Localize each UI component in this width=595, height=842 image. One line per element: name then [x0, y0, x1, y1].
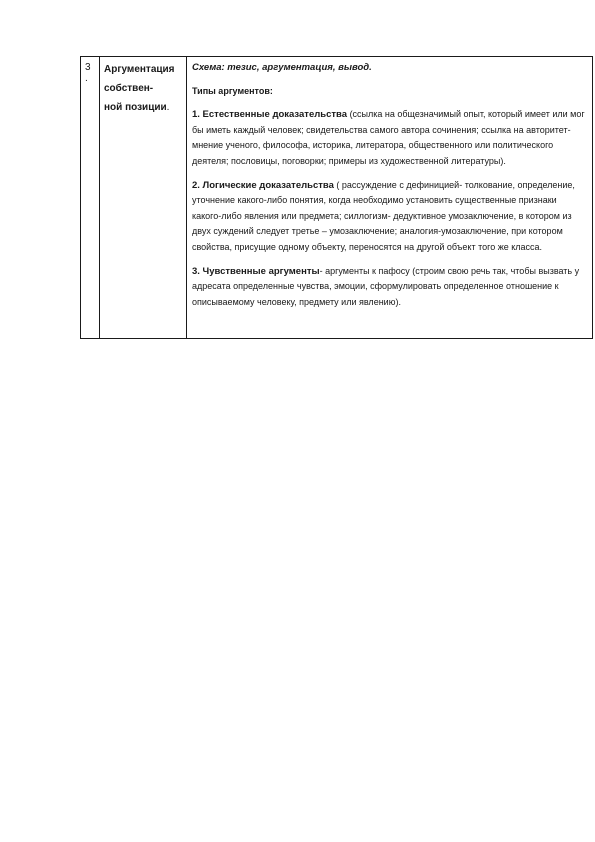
- content-cell: [187, 57, 593, 339]
- argument-natural: [192, 107, 588, 169]
- row-number-suffix: .: [85, 73, 88, 84]
- argument-logical-text: ( рассуждение с дефиницией- толкование, определение, уточнение какого-либо понятия, когда необходимо установить существенные признаки какого-либо явления или предмета; силлогизм- дедуктивное умозаключение, в котором из двух суждений следует третье – умозаключение; аналогия-умозаключение, при котором свойства, присущие одному объекту, переносятся на другой объект того же класса.: [192, 179, 575, 252]
- arguments-table: [80, 56, 593, 339]
- argument-natural-term: 1. Естественные доказательства: [192, 109, 348, 121]
- argument-logical-term: 2. Логические доказательства: [192, 179, 334, 191]
- types-heading: Типы аргументов:: [192, 85, 273, 96]
- argument-natural-text: (ссылка на общезначимый опыт, который имеет или мог бы иметь каждый человек; свидетельства самого автора сочинения; ссылка на авторитет- мнение ученого, философа, историка, литератора, общественного или политического деятеля; пословицы, поговорки; примеры из художественной литературы).: [192, 109, 585, 166]
- topic-cell: [100, 57, 187, 339]
- argument-emotional-text: - аргументы к пафосу (строим свою речь так, чтобы вызвать у адресата определенные чувства, эмоции, сформулировать определенное отношение к описываемому человеку, предмету или явлению).: [192, 265, 580, 307]
- argument-emotional: [192, 264, 588, 311]
- schema-text: Схема: тезис, аргументация, вывод.: [192, 62, 372, 73]
- topic-line-1: Аргументация: [104, 64, 175, 75]
- table-row: [81, 57, 593, 339]
- topic-line-3-wrap: [104, 98, 186, 117]
- row-number-cell: [81, 57, 100, 339]
- topic-line-3-end: .: [166, 102, 170, 113]
- argument-logical: [192, 178, 588, 256]
- argument-emotional-term: 3. Чувственные аргументы: [192, 265, 320, 277]
- topic-line-3: ной позиции: [104, 102, 167, 113]
- topic-line-2: собствен-: [104, 83, 154, 94]
- row-number: 3: [85, 62, 91, 73]
